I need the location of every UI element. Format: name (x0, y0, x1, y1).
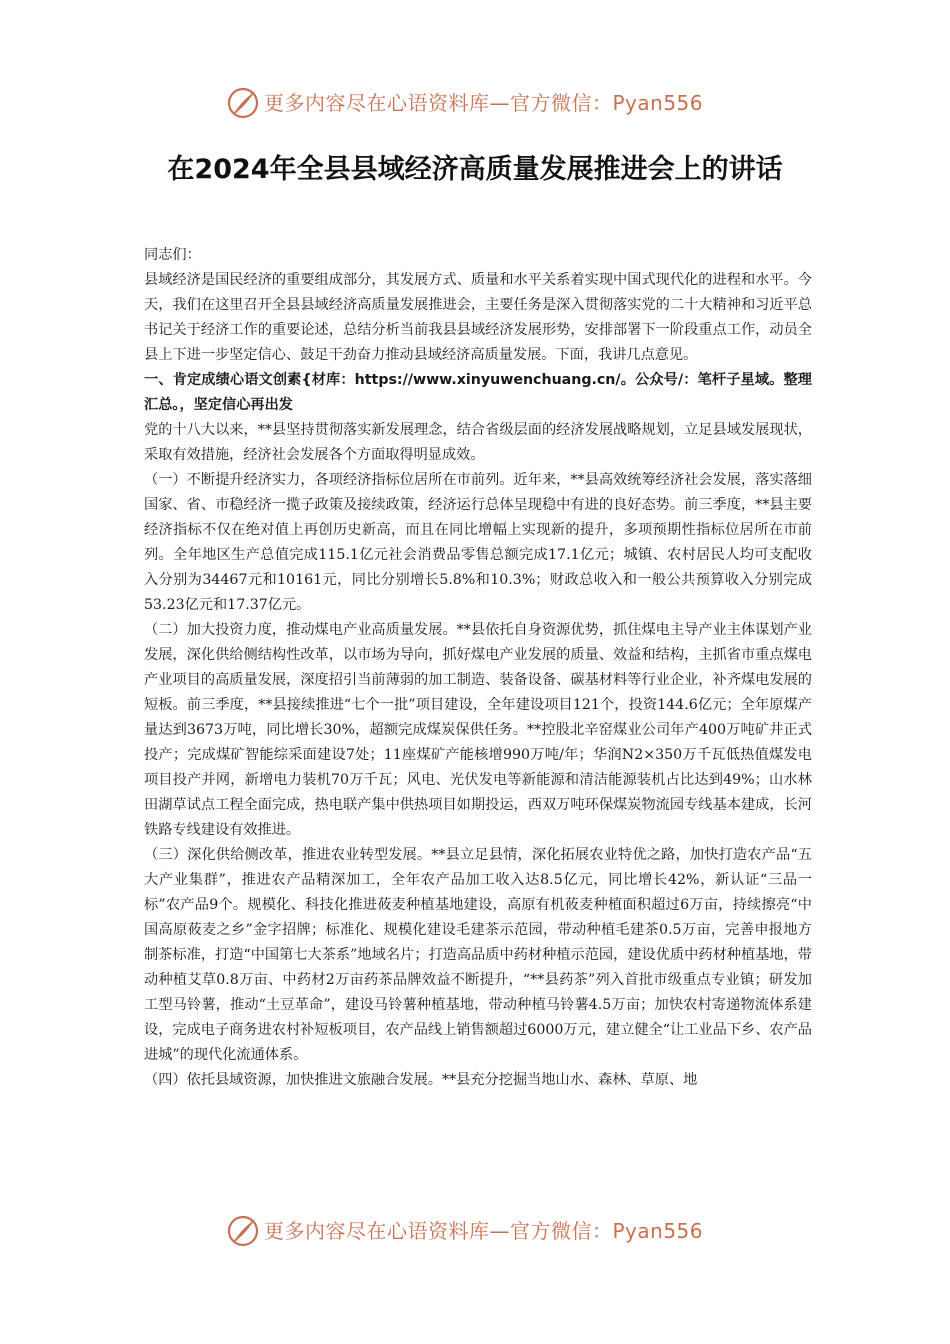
watermark-text: 更多内容尽在心语资料库—官方微信：Pyan556 (264, 91, 704, 115)
paragraph: 党的十八大以来，**县坚持贯彻落实新发展理念，结合省级层面的经济发展战略规划，立足县域发展现状，采取有效措施，经济社会发展各个方面取得明显成效。 (144, 422, 812, 463)
paragraph: （一）不断提升经济实力，各项经济指标位居所在市前列。近年来，**县高效统筹经济社会发展，落实落细国家、省、市稳经济一揽子政策及接续政策，经济运行总体呈现稳中有进的良好态势。前三季度，**县主要经济指标不仅在绝对值上再创历史新高，而且在同比增幅上实现新的提升，多项预期性指标位居所在市前列。全年地区生产总值完成115.1亿元社会消费品零售总额完成17.1亿元；城镇、农村居民人均可支配收入分别为34467元和10161元，同比分别增长5.8%和10.3%；财政总收入和一般公共预算收入分别完成53.23亿元和17.37亿元。 (144, 472, 812, 613)
paragraph: （三）深化供给侧改革，推进农业转型发展。**县立足县情，深化拓展农业特优之路，加快打造农产品“五大产业集群”，推进农产品精深加工，全年农产品加工收入达8.5亿元，同比增长42%，新认证“三品一标”农产品9个。规模化、科技化推进莜麦种植基地建设，高原有机莜麦种植面积超过6万亩，持续擦亮“中国高原莜麦之乡”金字招牌；标准化、规模化建设毛建茶示范园，带动种植毛建茶0.5万亩，完善申报地方制茶标准，打造“中国第七大茶系”地域名片；打造高品质中药材种植示范园，建设优质中药材种植基地，带动种植艾草0.8万亩、中药材2万亩药茶品牌效益不断提升，“**县药茶”列入首批市级重点专业镇；研发加工型马铃薯，推动“土豆革命”，建设马铃薯种植基地，带动种植马铃薯4.5万亩；加快农村寄递物流体系建设，完成电子商务进农村补短板项目，农产品线上销售额超过6000万元，建立健全“让工业品下乡、农产品进城”的现代化流通体系。 (144, 847, 812, 1063)
paragraph: （二）加大投资力度，推动煤电产业高质量发展。**县依托自身资源优势，抓住煤电主导产业主体谋划产业发展，深化供给侧结构性改革，以市场为导向，抓好煤电产业发展的质量、效益和结构，主抓省市重点煤电产业项目的高质量发展，深度招引当前薄弱的加工制造、装备设备、碳基材料等行业企业，补齐煤电发展的短板。前三季度，**县接续推进“七个一批”项目建设，全年建设项目121个，投资144.6亿元；全年原煤产量达到3673万吨，同比增长30%，超额完成煤炭保供任务。**控股北辛窑煤业公司年产400万吨矿井正式投产；完成煤矿智能综采面建设7处；11座煤矿产能核增990万吨/年；华润N2×350万千瓦低热值煤发电项目投产并网，新增电力装机70万千瓦；风电、光伏发电等新能源和清洁能源装机占比达到49%；山水林田湖草试点工程全面完成，热电联产集中供热项目如期投运，西双万吨环保煤炭物流园专线基本建成，长河铁路专线建设有效推进。 (144, 622, 812, 838)
section-heading: 一、肯定成绩心语文创素{材库：https://www.xinyuwenchuang.cn/。公众号/：笔杆子星域。整理汇总。，坚定信心再出发 (144, 372, 812, 413)
salutation: 同志们： (144, 247, 201, 263)
watermark-banner-top (0, 84, 950, 124)
document-body (144, 243, 812, 1093)
document-title: 在2024年全县县域经济高质量发展推进会上的讲话 (167, 154, 783, 185)
watermark-text: 更多内容尽在心语资料库—官方微信：Pyan556 (264, 1219, 704, 1243)
paragraph: （四）依托县域资源，加快推进文旅融合发展。**县充分挖掘当地山水、森林、草原、地 (144, 1072, 698, 1088)
paragraph: 县域经济是国民经济的重要组成部分，其发展方式、质量和水平关系着实现中国式现代化的进程和水平。今天，我们在这里召开全县县域经济高质量发展推进会，主要任务是深入贯彻落实党的二十大精神和习近平总书记关于经济工作的重要论述，总结分析当前我县县域经济发展形势，安排部署下一阶段重点工作，动员全县上下进一步坚定信心、鼓足干劲奋力推动县域经济高质量发展。下面，我讲几点意见。 (144, 272, 812, 363)
watermark-banner-bottom (0, 1212, 950, 1252)
feather-logo-icon (226, 1214, 260, 1248)
feather-logo-icon (226, 86, 260, 120)
